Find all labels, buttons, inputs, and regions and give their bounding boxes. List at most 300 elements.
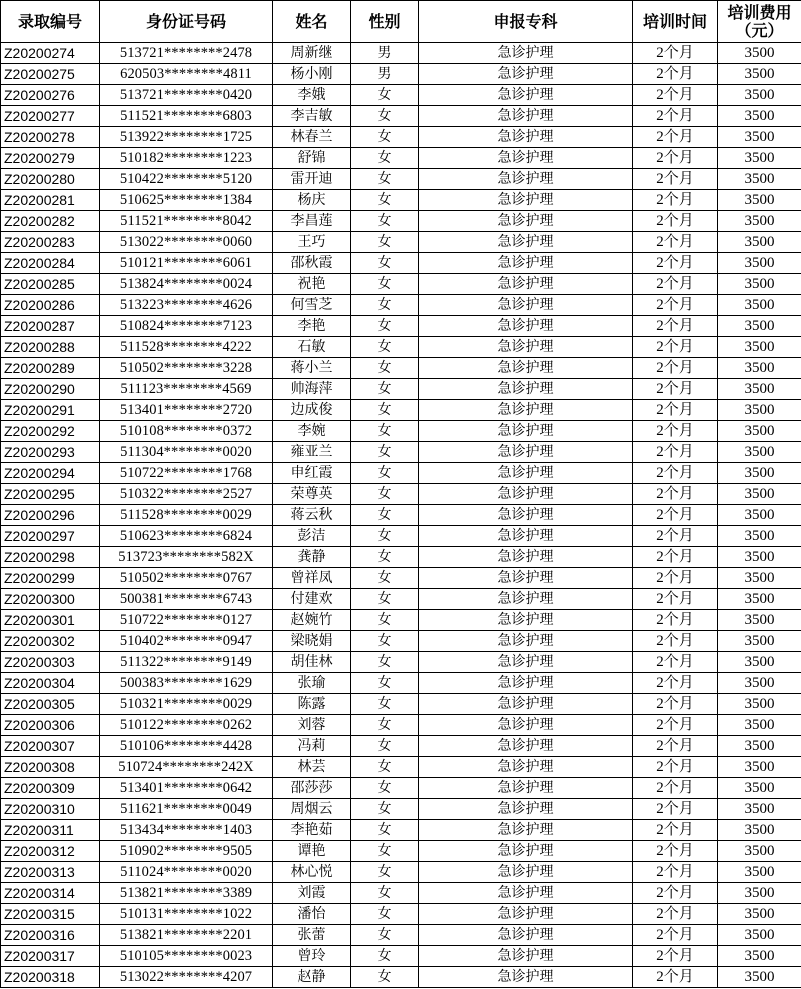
- id-no-cell: 510106********4428: [100, 736, 273, 757]
- id-no-cell: 513022********0060: [100, 232, 273, 253]
- fee-cell: 3500: [718, 400, 801, 421]
- admission-no-cell: Z20200292: [1, 421, 100, 442]
- id-no-cell: 510121********6061: [100, 253, 273, 274]
- gender-cell: 女: [351, 316, 419, 337]
- header-fee-line1: 培训费用: [727, 2, 792, 22]
- duration-cell: 2个月: [633, 841, 718, 862]
- name-cell: 李婉: [273, 421, 351, 442]
- admission-no-cell: Z20200297: [1, 526, 100, 547]
- duration-cell: 2个月: [633, 652, 718, 673]
- id-no-cell: 513922********1725: [100, 127, 273, 148]
- duration-cell: 2个月: [633, 463, 718, 484]
- table-row: [1, 631, 801, 652]
- gender-cell: 女: [351, 505, 419, 526]
- admission-no-cell: Z20200279: [1, 148, 100, 169]
- name-cell: 李娥: [273, 85, 351, 106]
- duration-cell: 2个月: [633, 43, 718, 64]
- specialty-cell: 急诊护理: [419, 820, 633, 841]
- specialty-cell: 急诊护理: [419, 463, 633, 484]
- specialty-cell: 急诊护理: [419, 799, 633, 820]
- name-cell: 陈露: [273, 694, 351, 715]
- name-cell: 荣尊英: [273, 484, 351, 505]
- gender-cell: 女: [351, 904, 419, 925]
- specialty-cell: 急诊护理: [419, 379, 633, 400]
- id-no-cell: 510402********0947: [100, 631, 273, 652]
- table-row: [1, 379, 801, 400]
- specialty-cell: 急诊护理: [419, 841, 633, 862]
- id-no-cell: 510322********2527: [100, 484, 273, 505]
- duration-cell: 2个月: [633, 547, 718, 568]
- id-no-cell: 511621********0049: [100, 799, 273, 820]
- name-cell: 彭洁: [273, 526, 351, 547]
- name-cell: 杨小刚: [273, 64, 351, 85]
- admission-no-cell: Z20200276: [1, 85, 100, 106]
- id-no-cell: 510625********1384: [100, 190, 273, 211]
- gender-cell: 女: [351, 568, 419, 589]
- admission-no-cell: Z20200302: [1, 631, 100, 652]
- admission-no-cell: Z20200288: [1, 337, 100, 358]
- table-row: [1, 232, 801, 253]
- fee-cell: 3500: [718, 85, 801, 106]
- fee-cell: 3500: [718, 379, 801, 400]
- specialty-cell: 急诊护理: [419, 757, 633, 778]
- table-row: [1, 127, 801, 148]
- name-cell: 申红霞: [273, 463, 351, 484]
- admission-no-cell: Z20200294: [1, 463, 100, 484]
- id-no-cell: 513721********2478: [100, 43, 273, 64]
- table-row: [1, 442, 801, 463]
- name-cell: 李昌莲: [273, 211, 351, 232]
- gender-cell: 女: [351, 694, 419, 715]
- name-cell: 祝艳: [273, 274, 351, 295]
- admission-no-cell: Z20200284: [1, 253, 100, 274]
- name-cell: 张蕾: [273, 925, 351, 946]
- duration-cell: 2个月: [633, 232, 718, 253]
- duration-cell: 2个月: [633, 673, 718, 694]
- table-row: [1, 568, 801, 589]
- table-row: [1, 43, 801, 64]
- id-no-cell: 510902********9505: [100, 841, 273, 862]
- id-no-cell: 510108********0372: [100, 421, 273, 442]
- name-cell: 蒋小兰: [273, 358, 351, 379]
- header-duration: 培训时间: [633, 1, 718, 43]
- duration-cell: 2个月: [633, 904, 718, 925]
- fee-cell: 3500: [718, 652, 801, 673]
- table-row: [1, 148, 801, 169]
- table-body: [1, 43, 801, 988]
- table-row: [1, 841, 801, 862]
- table-row: [1, 400, 801, 421]
- duration-cell: 2个月: [633, 736, 718, 757]
- id-no-cell: 620503********4811: [100, 64, 273, 85]
- gender-cell: 男: [351, 64, 419, 85]
- header-name: 姓名: [273, 1, 351, 43]
- admission-no-cell: Z20200318: [1, 967, 100, 988]
- admission-no-cell: Z20200274: [1, 43, 100, 64]
- gender-cell: 女: [351, 925, 419, 946]
- fee-cell: 3500: [718, 337, 801, 358]
- duration-cell: 2个月: [633, 148, 718, 169]
- fee-cell: 3500: [718, 274, 801, 295]
- admission-no-cell: Z20200293: [1, 442, 100, 463]
- specialty-cell: 急诊护理: [419, 526, 633, 547]
- fee-cell: 3500: [718, 421, 801, 442]
- admission-no-cell: Z20200285: [1, 274, 100, 295]
- name-cell: 张瑜: [273, 673, 351, 694]
- admission-no-cell: Z20200287: [1, 316, 100, 337]
- duration-cell: 2个月: [633, 526, 718, 547]
- id-no-cell: 510722********1768: [100, 463, 273, 484]
- table-row: [1, 820, 801, 841]
- specialty-cell: 急诊护理: [419, 946, 633, 967]
- specialty-cell: 急诊护理: [419, 169, 633, 190]
- id-no-cell: 500383********1629: [100, 673, 273, 694]
- name-cell: 付建欢: [273, 589, 351, 610]
- name-cell: 曾祥凤: [273, 568, 351, 589]
- duration-cell: 2个月: [633, 421, 718, 442]
- fee-cell: 3500: [718, 883, 801, 904]
- name-cell: 龚静: [273, 547, 351, 568]
- id-no-cell: 510131********1022: [100, 904, 273, 925]
- fee-cell: 3500: [718, 169, 801, 190]
- fee-cell: 3500: [718, 610, 801, 631]
- specialty-cell: 急诊护理: [419, 253, 633, 274]
- fee-cell: 3500: [718, 967, 801, 988]
- id-no-cell: 513824********0024: [100, 274, 273, 295]
- id-no-cell: 510722********0127: [100, 610, 273, 631]
- admission-no-cell: Z20200306: [1, 715, 100, 736]
- admission-no-cell: Z20200275: [1, 64, 100, 85]
- header-id-no: 身份证号码: [100, 1, 273, 43]
- specialty-cell: 急诊护理: [419, 274, 633, 295]
- specialty-cell: 急诊护理: [419, 358, 633, 379]
- admission-no-cell: Z20200283: [1, 232, 100, 253]
- name-cell: 边成俊: [273, 400, 351, 421]
- gender-cell: 女: [351, 715, 419, 736]
- header-fee: [718, 1, 801, 43]
- id-no-cell: 511528********4222: [100, 337, 273, 358]
- admission-no-cell: Z20200305: [1, 694, 100, 715]
- specialty-cell: 急诊护理: [419, 442, 633, 463]
- duration-cell: 2个月: [633, 358, 718, 379]
- fee-cell: 3500: [718, 841, 801, 862]
- gender-cell: 女: [351, 610, 419, 631]
- table-row: [1, 316, 801, 337]
- id-no-cell: 510182********1223: [100, 148, 273, 169]
- id-no-cell: 500381********6743: [100, 589, 273, 610]
- admission-no-cell: Z20200313: [1, 862, 100, 883]
- admission-no-cell: Z20200280: [1, 169, 100, 190]
- table-row: [1, 799, 801, 820]
- duration-cell: 2个月: [633, 127, 718, 148]
- id-no-cell: 513401********0642: [100, 778, 273, 799]
- admission-no-cell: Z20200311: [1, 820, 100, 841]
- fee-cell: 3500: [718, 316, 801, 337]
- fee-cell: 3500: [718, 106, 801, 127]
- gender-cell: 女: [351, 883, 419, 904]
- duration-cell: 2个月: [633, 799, 718, 820]
- id-no-cell: 510422********5120: [100, 169, 273, 190]
- duration-cell: 2个月: [633, 715, 718, 736]
- fee-cell: 3500: [718, 211, 801, 232]
- admission-no-cell: Z20200312: [1, 841, 100, 862]
- name-cell: 邵秋霞: [273, 253, 351, 274]
- header-admission-no: 录取编号: [1, 1, 100, 43]
- table-row: [1, 946, 801, 967]
- duration-cell: 2个月: [633, 190, 718, 211]
- specialty-cell: 急诊护理: [419, 190, 633, 211]
- specialty-cell: 急诊护理: [419, 127, 633, 148]
- duration-cell: 2个月: [633, 946, 718, 967]
- table-row: [1, 337, 801, 358]
- table-row: [1, 967, 801, 988]
- fee-cell: 3500: [718, 820, 801, 841]
- id-no-cell: 510321********0029: [100, 694, 273, 715]
- name-cell: 赵静: [273, 967, 351, 988]
- fee-cell: 3500: [718, 526, 801, 547]
- duration-cell: 2个月: [633, 631, 718, 652]
- table-row: [1, 862, 801, 883]
- admission-no-cell: Z20200316: [1, 925, 100, 946]
- admission-no-cell: Z20200309: [1, 778, 100, 799]
- duration-cell: 2个月: [633, 85, 718, 106]
- fee-cell: 3500: [718, 232, 801, 253]
- gender-cell: 女: [351, 253, 419, 274]
- gender-cell: 女: [351, 295, 419, 316]
- name-cell: 赵婉竹: [273, 610, 351, 631]
- fee-cell: 3500: [718, 589, 801, 610]
- specialty-cell: 急诊护理: [419, 505, 633, 526]
- gender-cell: 女: [351, 862, 419, 883]
- admission-no-cell: Z20200315: [1, 904, 100, 925]
- admission-no-cell: Z20200303: [1, 652, 100, 673]
- specialty-cell: 急诊护理: [419, 925, 633, 946]
- table-row: [1, 295, 801, 316]
- fee-cell: 3500: [718, 505, 801, 526]
- admission-no-cell: Z20200298: [1, 547, 100, 568]
- name-cell: 何雪芝: [273, 295, 351, 316]
- gender-cell: 女: [351, 379, 419, 400]
- fee-cell: 3500: [718, 358, 801, 379]
- id-no-cell: 511304********0020: [100, 442, 273, 463]
- admission-no-cell: Z20200286: [1, 295, 100, 316]
- id-no-cell: 510623********6824: [100, 526, 273, 547]
- duration-cell: 2个月: [633, 169, 718, 190]
- specialty-cell: 急诊护理: [419, 232, 633, 253]
- gender-cell: 男: [351, 43, 419, 64]
- name-cell: 梁晓娟: [273, 631, 351, 652]
- fee-cell: 3500: [718, 484, 801, 505]
- table-row: [1, 694, 801, 715]
- name-cell: 李吉敏: [273, 106, 351, 127]
- name-cell: 冯莉: [273, 736, 351, 757]
- id-no-cell: 510502********0767: [100, 568, 273, 589]
- table-row: [1, 169, 801, 190]
- specialty-cell: 急诊护理: [419, 589, 633, 610]
- name-cell: 雍亚兰: [273, 442, 351, 463]
- specialty-cell: 急诊护理: [419, 148, 633, 169]
- fee-cell: 3500: [718, 715, 801, 736]
- name-cell: 胡佳林: [273, 652, 351, 673]
- table-row: [1, 589, 801, 610]
- specialty-cell: 急诊护理: [419, 106, 633, 127]
- id-no-cell: 513721********0420: [100, 85, 273, 106]
- header-row: [1, 1, 801, 43]
- duration-cell: 2个月: [633, 589, 718, 610]
- name-cell: 王巧: [273, 232, 351, 253]
- admission-no-cell: Z20200296: [1, 505, 100, 526]
- name-cell: 李艳: [273, 316, 351, 337]
- table-row: [1, 526, 801, 547]
- fee-cell: 3500: [718, 904, 801, 925]
- admission-no-cell: Z20200310: [1, 799, 100, 820]
- admission-no-cell: Z20200299: [1, 568, 100, 589]
- duration-cell: 2个月: [633, 610, 718, 631]
- gender-cell: 女: [351, 421, 419, 442]
- fee-cell: 3500: [718, 43, 801, 64]
- gender-cell: 女: [351, 274, 419, 295]
- name-cell: 林春兰: [273, 127, 351, 148]
- gender-cell: 女: [351, 652, 419, 673]
- fee-cell: 3500: [718, 127, 801, 148]
- duration-cell: 2个月: [633, 253, 718, 274]
- duration-cell: 2个月: [633, 400, 718, 421]
- gender-cell: 女: [351, 778, 419, 799]
- gender-cell: 女: [351, 148, 419, 169]
- table-row: [1, 505, 801, 526]
- fee-cell: 3500: [718, 253, 801, 274]
- duration-cell: 2个月: [633, 106, 718, 127]
- table-row: [1, 274, 801, 295]
- table-row: [1, 904, 801, 925]
- id-no-cell: 513022********4207: [100, 967, 273, 988]
- duration-cell: 2个月: [633, 316, 718, 337]
- gender-cell: 女: [351, 463, 419, 484]
- fee-cell: 3500: [718, 799, 801, 820]
- fee-cell: 3500: [718, 568, 801, 589]
- fee-cell: 3500: [718, 148, 801, 169]
- table-row: [1, 925, 801, 946]
- table-row: [1, 715, 801, 736]
- admission-no-cell: Z20200281: [1, 190, 100, 211]
- fee-cell: 3500: [718, 673, 801, 694]
- id-no-cell: 510122********0262: [100, 715, 273, 736]
- admission-no-cell: Z20200300: [1, 589, 100, 610]
- name-cell: 李艳茹: [273, 820, 351, 841]
- gender-cell: 女: [351, 547, 419, 568]
- specialty-cell: 急诊护理: [419, 211, 633, 232]
- name-cell: 林芸: [273, 757, 351, 778]
- table-row: [1, 736, 801, 757]
- specialty-cell: 急诊护理: [419, 610, 633, 631]
- duration-cell: 2个月: [633, 505, 718, 526]
- fee-cell: 3500: [718, 862, 801, 883]
- specialty-cell: 急诊护理: [419, 337, 633, 358]
- specialty-cell: 急诊护理: [419, 736, 633, 757]
- admission-no-cell: Z20200308: [1, 757, 100, 778]
- name-cell: 曾玲: [273, 946, 351, 967]
- specialty-cell: 急诊护理: [419, 778, 633, 799]
- gender-cell: 女: [351, 799, 419, 820]
- admission-no-cell: Z20200314: [1, 883, 100, 904]
- specialty-cell: 急诊护理: [419, 64, 633, 85]
- fee-cell: 3500: [718, 925, 801, 946]
- specialty-cell: 急诊护理: [419, 547, 633, 568]
- duration-cell: 2个月: [633, 925, 718, 946]
- gender-cell: 女: [351, 526, 419, 547]
- gender-cell: 女: [351, 841, 419, 862]
- name-cell: 杨庆: [273, 190, 351, 211]
- gender-cell: 女: [351, 169, 419, 190]
- fee-cell: 3500: [718, 631, 801, 652]
- admission-no-cell: Z20200307: [1, 736, 100, 757]
- admission-no-cell: Z20200290: [1, 379, 100, 400]
- specialty-cell: 急诊护理: [419, 43, 633, 64]
- id-no-cell: 511528********0029: [100, 505, 273, 526]
- gender-cell: 女: [351, 820, 419, 841]
- name-cell: 潘怡: [273, 904, 351, 925]
- name-cell: 刘霞: [273, 883, 351, 904]
- gender-cell: 女: [351, 106, 419, 127]
- duration-cell: 2个月: [633, 484, 718, 505]
- name-cell: 周烟云: [273, 799, 351, 820]
- duration-cell: 2个月: [633, 295, 718, 316]
- table-row: [1, 547, 801, 568]
- specialty-cell: 急诊护理: [419, 568, 633, 589]
- gender-cell: 女: [351, 967, 419, 988]
- id-no-cell: 513223********4626: [100, 295, 273, 316]
- specialty-cell: 急诊护理: [419, 694, 633, 715]
- specialty-cell: 急诊护理: [419, 421, 633, 442]
- name-cell: 刘蓉: [273, 715, 351, 736]
- admission-no-cell: Z20200301: [1, 610, 100, 631]
- id-no-cell: 513821********2201: [100, 925, 273, 946]
- id-no-cell: 510724********242X: [100, 757, 273, 778]
- fee-cell: 3500: [718, 442, 801, 463]
- fee-cell: 3500: [718, 694, 801, 715]
- fee-cell: 3500: [718, 946, 801, 967]
- table-row: [1, 190, 801, 211]
- duration-cell: 2个月: [633, 757, 718, 778]
- specialty-cell: 急诊护理: [419, 400, 633, 421]
- fee-cell: 3500: [718, 778, 801, 799]
- admission-no-cell: Z20200295: [1, 484, 100, 505]
- duration-cell: 2个月: [633, 862, 718, 883]
- gender-cell: 女: [351, 442, 419, 463]
- fee-cell: 3500: [718, 736, 801, 757]
- fee-cell: 3500: [718, 757, 801, 778]
- admission-no-cell: Z20200317: [1, 946, 100, 967]
- fee-cell: 3500: [718, 64, 801, 85]
- name-cell: 周新继: [273, 43, 351, 64]
- specialty-cell: 急诊护理: [419, 631, 633, 652]
- header-specialty: 申报专科: [419, 1, 633, 43]
- id-no-cell: 510502********3228: [100, 358, 273, 379]
- id-no-cell: 511322********9149: [100, 652, 273, 673]
- gender-cell: 女: [351, 127, 419, 148]
- gender-cell: 女: [351, 673, 419, 694]
- table-row: [1, 610, 801, 631]
- fee-cell: 3500: [718, 547, 801, 568]
- table-row: [1, 463, 801, 484]
- gender-cell: 女: [351, 736, 419, 757]
- duration-cell: 2个月: [633, 274, 718, 295]
- table-row: [1, 757, 801, 778]
- admission-no-cell: Z20200289: [1, 358, 100, 379]
- id-no-cell: 511521********8042: [100, 211, 273, 232]
- gender-cell: 女: [351, 946, 419, 967]
- specialty-cell: 急诊护理: [419, 652, 633, 673]
